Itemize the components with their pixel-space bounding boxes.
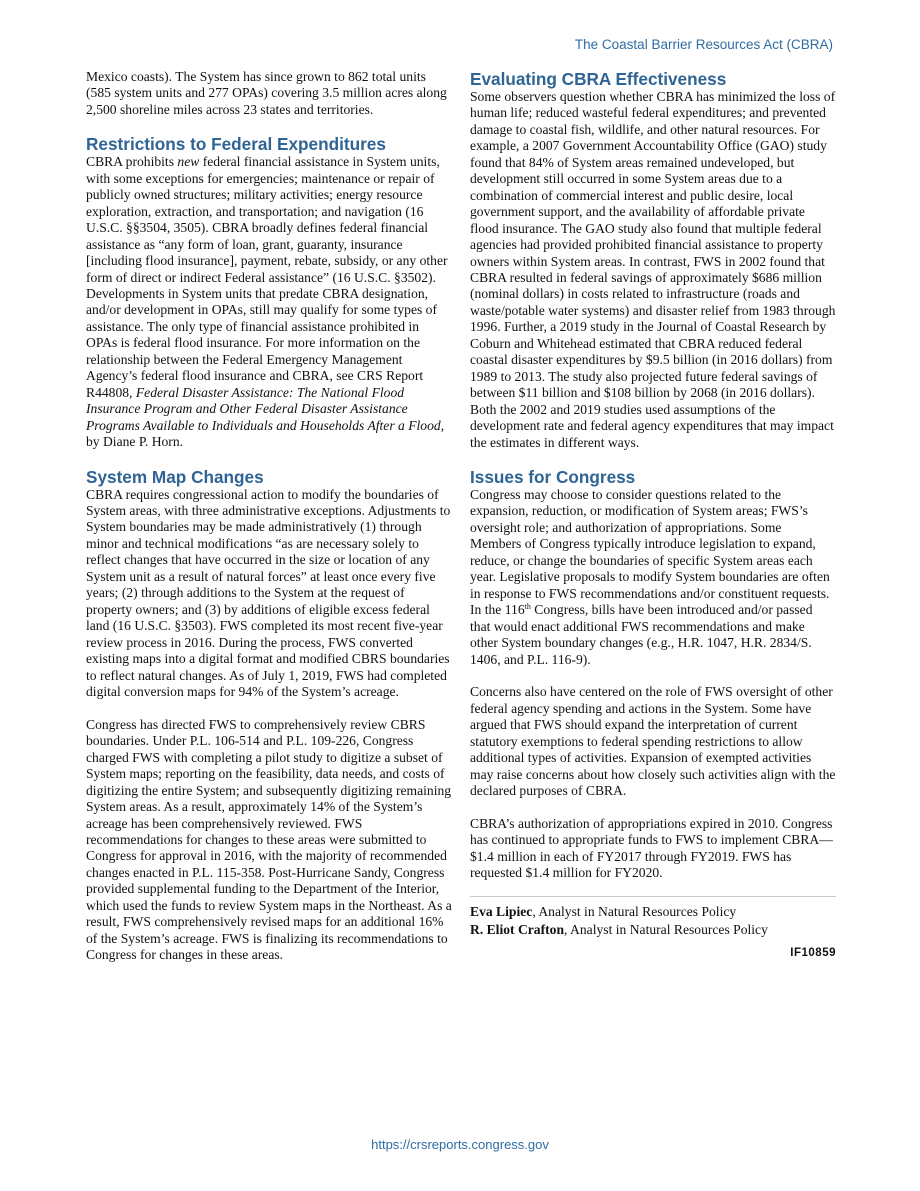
footer-url-link[interactable]: https://crsreports.congress.gov [371, 1137, 549, 1152]
author-block [470, 896, 836, 939]
restrictions-text-a: CBRA prohibits [86, 154, 178, 170]
issues-text-a: Congress may choose to consider questions related to the expansion, reduction, or modification of System areas; FWS’s oversight role; and authorization of appropriations. Some Members of Congress typically introduce legislation to expand, reduce, or change the boundaries of specific System areas each year. Legislative proposals to modify System boundaries are often in response to FWS recommendations and/or constituent requests. In the 116 [470, 486, 830, 618]
section-heading-map-changes: System Map Changes [86, 466, 264, 487]
issues-text-b: Congress, bills have been introduced and/or passed that would enact additional FWS recommendations and make other System boundary changes (e.g., H.R. 1047, H.R. 2834/S. 1406, and P.L. 116-9). [470, 602, 813, 667]
restrictions-emphasis-new: new [177, 154, 200, 170]
map-changes-paragraph-1: CBRA requires congressional action to modify the boundaries of System areas, with three administrative exceptions. Adjustments to System boundaries may be made administratively (1) through minor and technical modifications “as are necessary solely to reflect changes that have occurred in the size or location of any System unit as a result of natural forces” at least once every five years; (2) through additions to the System at the request of property owners; and (3) by additions of eligible excess federal land (16 U.S.C. §3503). FWS completed its most recent five-year review process in 2016. During the process, FWS converted existing maps into a digital format and modified CBRS boundaries to reflect natural changes. As of July 1, 2019, FWS had completed digital conversion maps for 94% of the System’s acreage. [86, 486, 451, 699]
author-title: , Analyst in Natural Resources Policy [564, 921, 768, 937]
intro-continued-paragraph: Mexico coasts). The System has since grown to 862 total units (585 system units and 277 OPAs) covering 3.5 million acres along 2,500 shoreline miles across 23 states and territories. [86, 69, 447, 117]
section-heading-restrictions: Restrictions to Federal Expenditures [86, 134, 386, 155]
author-title: , Analyst in Natural Resources Policy [532, 903, 737, 919]
left-column [86, 69, 452, 964]
restrictions-paragraph [86, 154, 452, 450]
section-heading-issues: Issues for Congress [470, 466, 636, 487]
author-line [470, 921, 836, 939]
crs-report-title: Federal Disaster Assistance: The National Flood Insurance Program and Other Federal Disaster Assistance Programs Available to Individuals and Households After a Flood [86, 384, 441, 433]
product-code: IF10859 [790, 946, 836, 959]
issues-paragraph-2: Concerns also have centered on the role of FWS oversight of other federal agency spending and actions in the System. Some have argued that FWS should expand the interpretation of current statutory exemptions to federal spending restrictions to allow additional types of activities. Expansion of exempted activities may raise concerns about how closely such activities align with the declared purposes of CBRA. [470, 684, 836, 799]
author-name: R. Eliot Crafton [470, 921, 565, 937]
ordinal-suffix: th [524, 602, 531, 612]
issues-paragraph-3: CBRA’s authorization of appropriations expired in 2010. Congress has continued to appropriate funds to FWS to implement CBRA—$1.4 million in each of FY2017 through FY2019. FWS has requested $1.4 million for FY2020. [470, 816, 833, 881]
restrictions-text-b: federal financial assistance in System units, with some exceptions for emergencies; maintenance or repair of publicly owned structures; military activities; energy resource exploration, extraction, and transportation; and navigation (16 U.S.C. §§3504, 3505). CBRA broadly defines federal financial assistance as “any form of loan, grant, guaranty, insurance [including flood insurance], payment, rebate, subsidy, or any other form of direct or indirect Federal assistance” (16 U.S.C. §3502). Developments in System units that predate CBRA designation, and/or development in OPAs, still may qualify for some types of assistance. The only type of financial assistance prohibited in OPAs is federal flood insurance. For more information on the relationship between the Federal Emergency Management Agency’s federal flood insurance and CBRA, see CRS Report R44808, [86, 154, 448, 400]
author-line [470, 903, 836, 921]
restrictions-text-c: , by Diane P. Horn. [86, 417, 445, 450]
right-column [470, 69, 836, 959]
issues-paragraph-1 [470, 487, 836, 668]
effectiveness-paragraph: Some observers question whether CBRA has minimized the loss of human life; reduced wasteful federal expenditures; and prevented damage to coastal fish, wildlife, and other natural resources. For example, a 2007 Government Accountability Office (GAO) study found that 84% of System areas remained undeveloped, but development still occurred in some System areas due to a combination of commercial interest and public desire, local government support, and the availability of affordable private flood insurance. The GAO study also found that multiple federal agencies had provided prohibited financial assistance to property owners within System areas. In contrast, FWS in 2002 found that CBRA resulted in federal savings of approximately $686 million (nominal dollars) in costs related to infrastructure (roads and waste/potable water systems) and disaster relief from 1983 through 1996. Further, a 2019 study in the Journal of Coastal Research by Coburn and Whitehead estimated that CBRA reduced federal coastal disaster expenditures by $9.5 billion (in 2016 dollars) from 1989 to 2013. The study also projected future federal savings of between $11 billion and $108 billion by 2068 (in 2016 dollars). Both the 2002 and 2019 studies used assumptions of the development rate and federal agency expenditures that may impact the estimates in different ways. [470, 89, 836, 450]
running-header-title: The Coastal Barrier Resources Act (CBRA) [574, 37, 833, 52]
author-name: Eva Lipiec [470, 903, 533, 919]
section-heading-effectiveness: Evaluating CBRA Effectiveness [470, 69, 727, 89]
map-changes-paragraph-2: Congress has directed FWS to comprehensively review CBRS boundaries. Under P.L. 106-514 and P.L. 109-226, Congress charged FWS with completing a pilot study to digitize a subset of System maps; reporting on the feasibility, data needs, and costs of digitizing the entire System; and subsequently digitizing remaining System areas. As a result, approximately 14% of the System’s acreage has been comprehensively reviewed. FWS recommendations for changes to these areas were submitted to Congress for approval in 2016, with the majority of recommended changes enacted in P.L. 115-358. Post-Hurricane Sandy, Congress provided supplemental funding to the Department of the Interior, which used the funds to review System maps in the Northeast. As a result, FWS comprehensively revised maps for an additional 16% of the System’s acreage. FWS is finalizing its recommendations to Congress for changes in these areas. [86, 716, 452, 963]
